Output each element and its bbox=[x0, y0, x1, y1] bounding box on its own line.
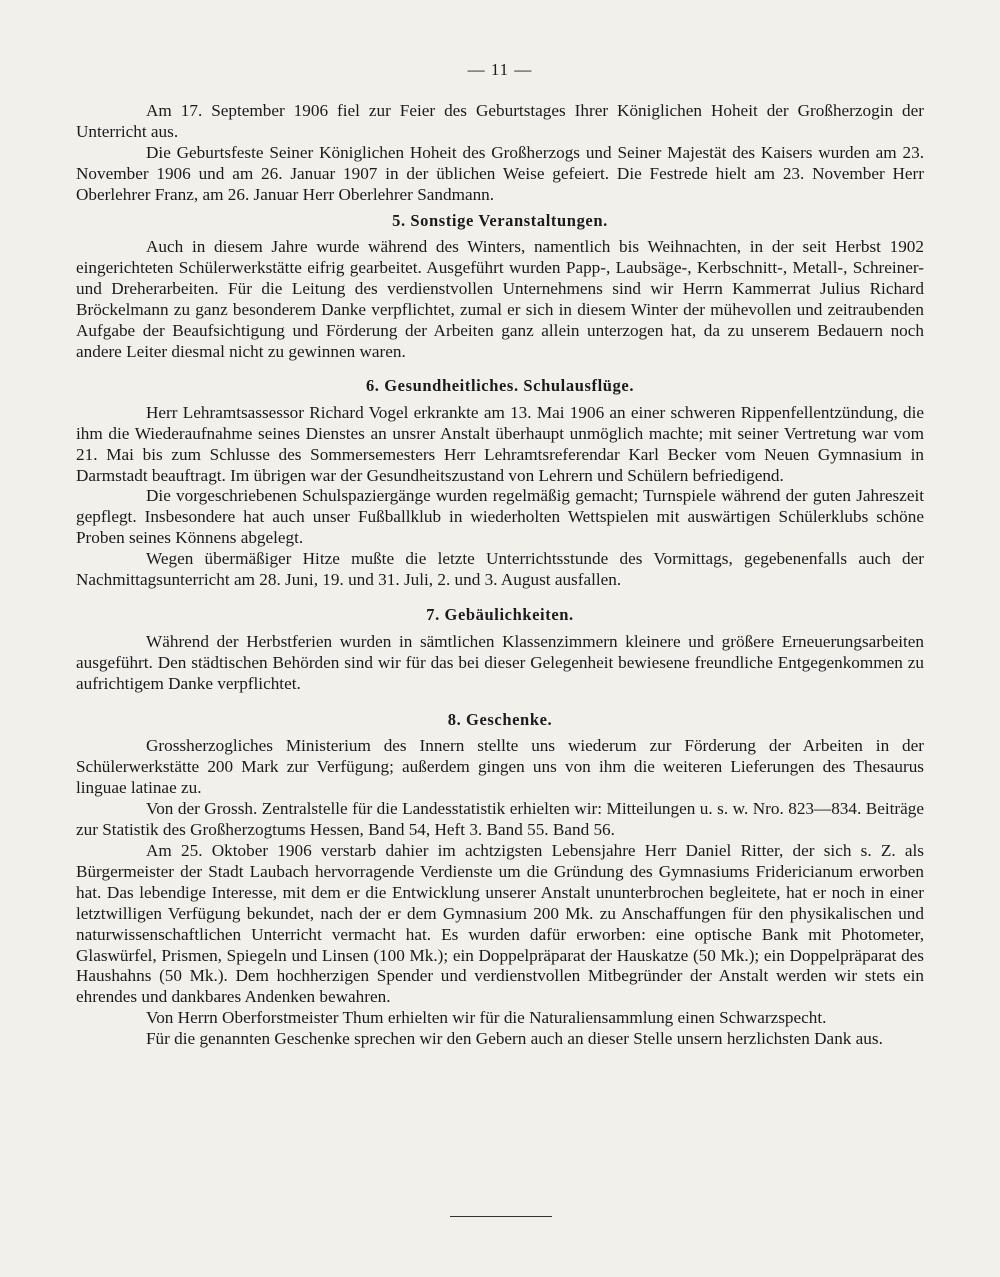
section-heading: 6. Gesundheitliches. Schulausflüge. bbox=[365, 375, 635, 395]
section-heading: 8. Geschenke. bbox=[447, 709, 553, 729]
paragraph: Grossherzogliches Ministerium des Innern stellte uns wiederum zur Förderung der Arbeiten in der Schülerwerkstätte 200 Mark zur Verfügung; außerdem gingen uns von ihm die weiteren Lieferungen des Thesaurus linguae latinae zu. bbox=[76, 736, 924, 798]
paragraph: Während der Herbstferien wurden in sämtlichen Klassenzimmern kleinere und größere Erneuerungsarbeiten ausgeführt. Den städtischen Behörden sind wir für das bei dieser Gelegenheit bewiesene freundliche Entgegenkommen zu aufrichtigem Danke verpflichtet. bbox=[76, 631, 924, 693]
page-number: — 11 — bbox=[467, 60, 533, 79]
paragraph: Die vorgeschriebenen Schulspaziergänge wurden regelmäßig gemacht; Turnspiele während der guten Jahreszeit gepflegt. Insbesondere hat auch unser Fußballklub in wiederholten Wettspielen mit auswärtigen Schülerklubs schöne Proben seines Könnens abgelegt. bbox=[76, 486, 924, 548]
paragraph: Am 25. Oktober 1906 verstarb dahier im achtzigsten Lebensjahre Herr Daniel Ritter, der sich s. Z. als Bürgermeister der Stadt Laubach hervorragende Verdienste um die Gründung des Gymnasiums Fridericianum erworben hat. Das lebendige Interesse, mit dem er die Entwicklung unserer Anstalt ununterbrochen begleitete, hat er noch in einer letztwilligen Verfügung bekundet, nach der er dem Gymnasium 200 Mk. zu Anschaffungen für den physikalischen und naturwissenschaftlichen Unterricht vermacht hat. Es wurden dafür erworben: eine optische Bank mit Photometer, Glaswürfel, Prismen, Spiegeln und Linsen (100 Mk.); ein Doppelpräparat der Hauskatze (50 Mk.); ein Doppelpräparat des Haushahns (50 Mk.). Dem hochherzigen Spender und verdienstvollen Mitbegründer der Anstalt werden wir stets ein ehrendes und dankbares Andenken bewahren. bbox=[76, 841, 924, 1007]
paragraph: Von Herrn Oberforstmeister Thum erhielten wir für die Naturaliensammlung einen Schwarzspecht. bbox=[146, 1008, 827, 1028]
section-heading: 5. Sonstige Veranstaltungen. bbox=[392, 210, 608, 230]
section-heading: 7. Gebäulichkeiten. bbox=[426, 604, 574, 624]
paragraph: Wegen übermäßiger Hitze mußte die letzte Unterrichtsstunde des Vormittags, gegebenenfalls auch der Nachmittagsunterricht am 28. Juni, 19. und 31. Juli, 2. und 3. August ausfallen. bbox=[76, 549, 924, 590]
paragraph: Herr Lehramtsassessor Richard Vogel erkrankte am 13. Mai 1906 an einer schweren Rippenfellentzündung, die ihm die Wiederaufnahme seines Dienstes an unsrer Anstalt überhaupt unmöglich machte; mit seiner Vertretung war vom 21. Mai bis zum Schlusse des Sommersemesters Herr Lehramtsreferendar Karl Becker vom Neuen Gymnasium in Darmstadt beauftragt. Im übrigen war der Gesundheitszustand von Lehrern und Schülern befriedigend. bbox=[76, 402, 924, 485]
paragraph: Auch in diesem Jahre wurde während des Winters, namentlich bis Weihnachten, in der seit Herbst 1902 eingerichteten Schülerwerkstätte eifrig gearbeitet. Ausgeführt wurden Papp-, Laubsäge-, Kerbschnitt-, Metall-, Schreiner- und Dreherarbeiten. Für die Leitung des verdienstvollen Unternehmens sind wir Herrn Kammerrat Julius Richard Bröckelmann zu ganz besonderem Danke verpflichtet, zumal er sich in diesem Winter der mühevollen und zeitraubenden Aufgabe der Beaufsichtigung und Förderung der Arbeiten ganz allein unterzogen hat, da zu unserem Bedauern noch andere Leiter diesmal nicht zu gewinnen waren. bbox=[76, 237, 924, 361]
paragraph: Von der Grossh. Zentralstelle für die Landesstatistik erhielten wir: Mitteilungen u. s. w. Nro. 823—834. Beiträge zur Statistik des Großherzogtums Hessen, Band 54, Heft 3. Band 55. Band 56. bbox=[76, 799, 924, 840]
paragraph: Für die genannten Geschenke sprechen wir den Gebern auch an dieser Stelle unsern herzlichsten Dank aus. bbox=[146, 1029, 883, 1049]
page-body bbox=[76, 101, 924, 1050]
bottom-rule bbox=[450, 1216, 552, 1217]
paragraph: Die Geburtsfeste Seiner Königlichen Hoheit des Großherzogs und Seiner Majestät des Kaisers wurden am 23. November 1906 und am 26. Januar 1907 in der üblichen Weise gefeiert. Die Festrede hielt am 23. November Herr Oberlehrer Franz, am 26. Januar Herr Oberlehrer Sandmann. bbox=[76, 142, 924, 204]
paragraph: Am 17. September 1906 fiel zur Feier des Geburtstages Ihrer Königlichen Hoheit der Großherzogin der Unterricht aus. bbox=[76, 101, 924, 141]
